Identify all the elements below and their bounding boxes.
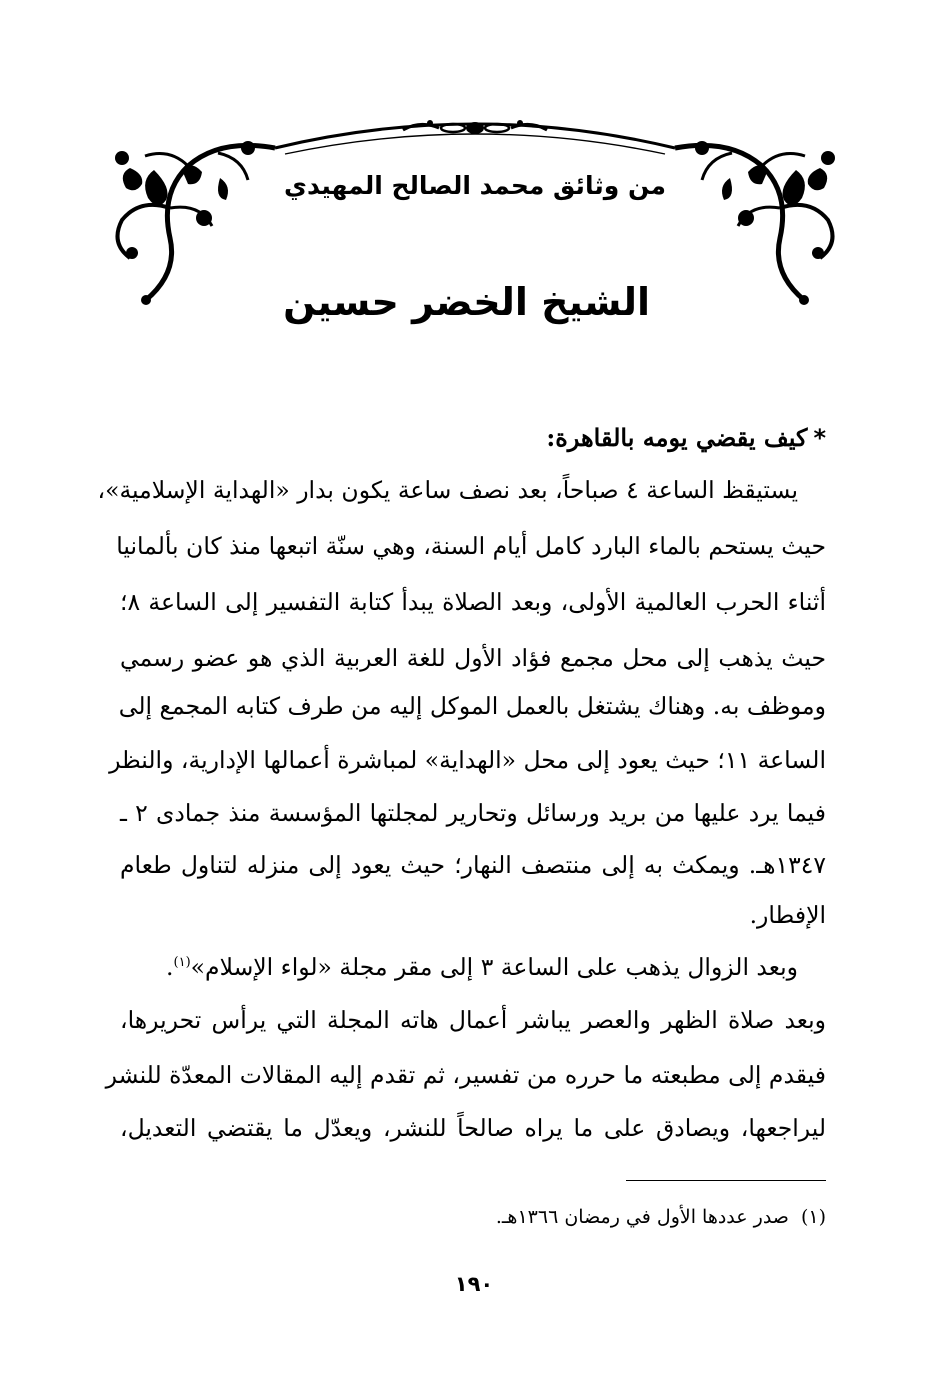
paragraph-line: يستيقظ الساعة ٤ صباحاً، بعد نصف ساعة يكون بدار «الهداية الإسلامية»، bbox=[97, 476, 798, 504]
paragraph-line: حيث يستحم بالماء البارد كامل أيام السنة، وهي سنّة اتبعها منذ كان بألمانيا bbox=[116, 532, 826, 560]
page-number: ١٩٠ bbox=[454, 1272, 494, 1296]
paragraph-text: وبعد الزوال يذهب على الساعة ٣ إلى مقر مجلة «لواء الإسلام» bbox=[190, 953, 798, 981]
footnote bbox=[120, 1202, 826, 1232]
series-title: من وثائق محمد الصالح المهيدي bbox=[284, 171, 666, 200]
chapter-title: الشيخ الخضر حسين bbox=[283, 280, 650, 324]
paragraph-line: فيما يرد عليها من بريد ورسائل وتحارير لمجلتها المؤسسة منذ جمادى ٢ ـ bbox=[120, 799, 826, 827]
section-heading-text: كيف يقضي يومه بالقاهرة: bbox=[546, 423, 808, 452]
section-heading bbox=[120, 418, 826, 458]
paragraph-line: الساعة ١١؛ حيث يعود إلى محل «الهداية» لمباشرة أعمالها الإدارية، والنظر bbox=[109, 746, 826, 774]
paragraph-line: ليراجعها، ويصادق على ما يراه صالحاً للنشر، ويعدّل ما يقتضي التعديل، bbox=[120, 1114, 826, 1142]
paragraph-line-with-note bbox=[120, 947, 798, 987]
paragraph-line: فيقدم إلى مطبعته ما حرره من تفسير، ثم تقدم إليه المقالات المعدّة للنشر bbox=[105, 1061, 826, 1089]
paragraph-line: ١٣٤٧هـ. ويمكث به إلى منتصف النهار؛ حيث يعود إلى منزله لتناول طعام bbox=[120, 851, 826, 879]
paragraph-end: . bbox=[166, 953, 174, 981]
footnote-number: (١) bbox=[800, 1206, 826, 1228]
paragraph-line: وموظف به. وهناك يشتغل بالعمل الموكل إليه من طرف كتابه المجمع إلى bbox=[118, 692, 826, 720]
footnote-text: صدر عددها الأول في رمضان ١٣٦٦هـ. bbox=[495, 1206, 789, 1228]
bullet-star-icon: * bbox=[813, 424, 826, 452]
paragraph-line: وبعد صلاة الظهر والعصر يباشر أعمال هاته المجلة التي يرأس تحريرها، bbox=[120, 1006, 826, 1034]
footnote-reference: (١) bbox=[173, 955, 191, 971]
paragraph-line: أثناء الحرب العالمية الأولى، وبعد الصلاة يبدأ كتابة التفسير إلى الساعة ٨؛ bbox=[120, 588, 826, 616]
paragraph-line: الإفطار. bbox=[749, 901, 826, 929]
footnote-divider bbox=[626, 1180, 826, 1181]
paragraph-line: حيث يذهب إلى محل مجمع فؤاد الأول للغة العربية الذي هو عضو رسمي bbox=[120, 644, 826, 672]
